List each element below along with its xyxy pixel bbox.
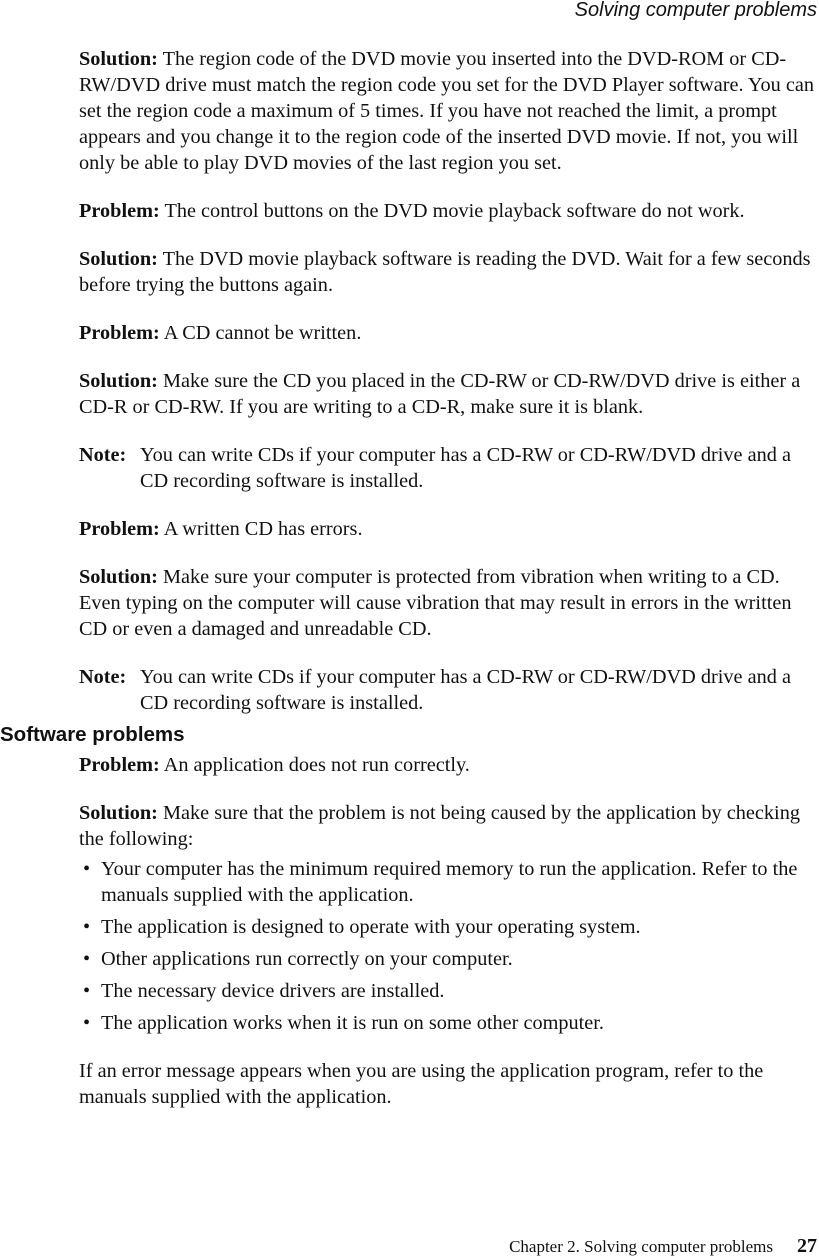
solution-text: The region code of the DVD movie you inserted into the DVD-ROM or CD-RW/DVD drive must match the region code you set for the DVD Player software. You can set the region code a maximum of 5 times. If you have not reached the limit, a prompt appears and you change it to the region code of the inserted DVD movie. If not, you will only be able to play DVD movies of the last region you set. xyxy=(79,48,815,174)
page-number: 27 xyxy=(797,1235,817,1257)
solution-text: Make sure your computer is protected from vibration when writing to a CD. Even typing on the computer will cause vibration that may result in errors in the written CD or even a damaged and unreadable CD. xyxy=(79,566,792,640)
list-item-text: Other applications run correctly on your computer. xyxy=(101,948,513,970)
bullet-icon: • xyxy=(83,858,91,880)
list-item-text: The application is designed to operate with your operating system. xyxy=(101,916,641,938)
solution-label: Solution: xyxy=(79,248,158,270)
solution-label: Solution: xyxy=(79,802,158,824)
solution-paragraph xyxy=(79,564,817,642)
solution-paragraph xyxy=(79,800,817,852)
problem-label: Problem: xyxy=(79,518,160,540)
checklist xyxy=(79,856,817,1036)
note-block xyxy=(79,442,817,494)
list-item xyxy=(79,946,817,972)
problem-paragraph xyxy=(79,752,817,778)
list-item xyxy=(79,914,817,940)
note-text: You can write CDs if your computer has a CD-RW or CD-RW/DVD drive and a CD recording software is installed. xyxy=(140,666,791,714)
solution-label: Solution: xyxy=(79,566,158,588)
solution-paragraph xyxy=(79,368,817,420)
solution-text: The DVD movie playback software is reading the DVD. Wait for a few seconds before trying the buttons again. xyxy=(79,248,811,296)
problem-label: Problem: xyxy=(79,200,160,222)
problem-paragraph xyxy=(79,198,817,224)
running-header: Solving computer problems xyxy=(574,0,817,21)
note-text: You can write CDs if your computer has a CD-RW or CD-RW/DVD drive and a CD recording software is installed. xyxy=(140,444,791,492)
problem-paragraph xyxy=(79,516,817,542)
list-item-text: The necessary device drivers are installed. xyxy=(101,980,445,1002)
solution-text: Make sure that the problem is not being caused by the application by checking the following: xyxy=(79,802,800,850)
problem-paragraph xyxy=(79,320,817,346)
solution-paragraph xyxy=(79,46,817,176)
problem-text: The control buttons on the DVD movie playback software do not work. xyxy=(164,200,745,222)
list-item xyxy=(79,856,817,908)
list-item-text: The application works when it is run on some other computer. xyxy=(101,1012,604,1034)
page-content xyxy=(0,46,817,1132)
problem-text: An application does not run correctly. xyxy=(163,754,470,776)
solution-text: Make sure the CD you placed in the CD-RW or CD-RW/DVD drive is either a CD-R or CD-RW. If you are writing to a CD-R, make sure it is blank. xyxy=(79,370,801,418)
list-item xyxy=(79,978,817,1004)
bullet-icon: • xyxy=(83,980,91,1002)
list-item xyxy=(79,1010,817,1036)
page-footer xyxy=(509,1233,817,1260)
problem-text: A CD cannot be written. xyxy=(163,322,362,344)
bullet-icon: • xyxy=(83,916,91,938)
solution-label: Solution: xyxy=(79,48,158,70)
problem-label: Problem: xyxy=(79,754,160,776)
note-label: Note: xyxy=(79,666,127,688)
note-label: Note: xyxy=(79,444,127,466)
solution-label: Solution: xyxy=(79,370,158,392)
problem-label: Problem: xyxy=(79,322,160,344)
list-item-text: Your computer has the minimum required memory to run the application. Refer to the manuals supplied with the application. xyxy=(101,858,798,906)
section-title-software-problems: Software problems xyxy=(0,723,185,746)
solution-paragraph xyxy=(79,246,817,298)
note-block xyxy=(79,664,817,716)
problem-text: A written CD has errors. xyxy=(163,518,363,540)
chapter-label: Chapter 2. Solving computer problems xyxy=(509,1237,773,1256)
bullet-icon: • xyxy=(83,948,91,970)
bullet-icon: • xyxy=(83,1012,91,1034)
closing-paragraph: If an error message appears when you are using the application program, refer to the manuals supplied with the application. xyxy=(79,1060,764,1108)
